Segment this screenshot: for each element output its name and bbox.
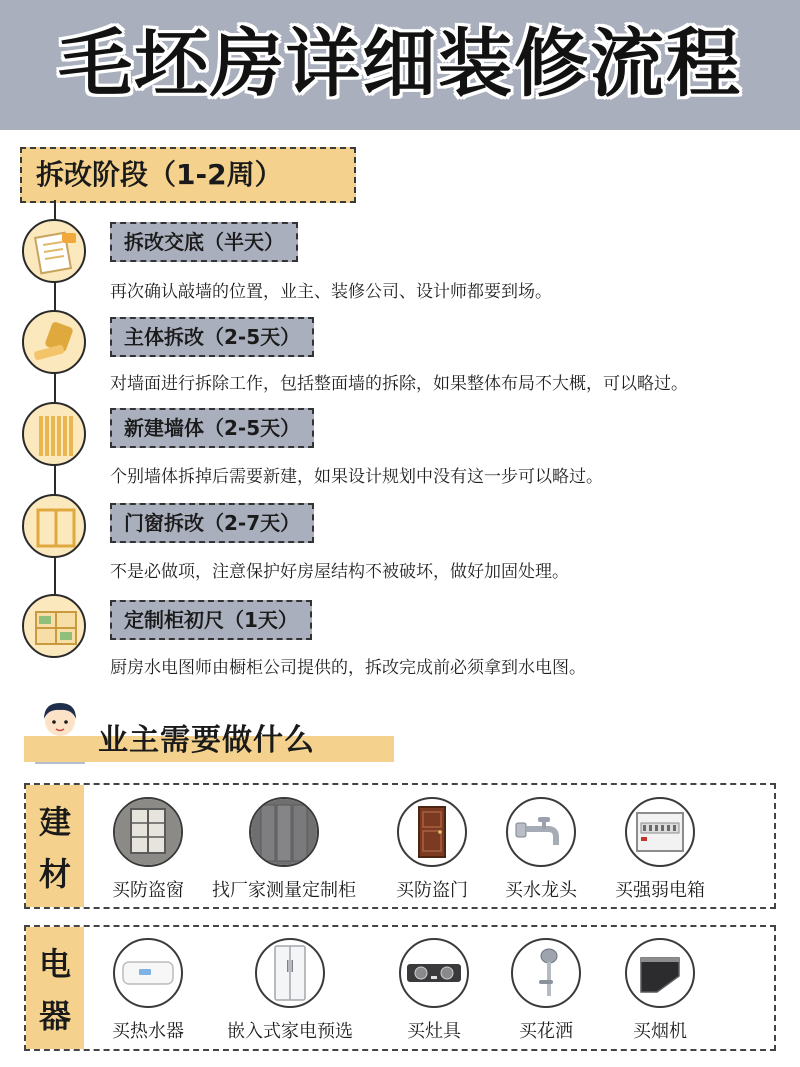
step-tag-1: 拆改交底（半天） bbox=[110, 222, 298, 262]
owner-section-title: 业主需要做什么 bbox=[98, 723, 315, 758]
item-label: 买花洒 bbox=[519, 1021, 573, 1042]
window-icon bbox=[22, 494, 86, 558]
item-label: 买灶具 bbox=[407, 1021, 461, 1042]
item-label: 嵌入式家电预选 bbox=[227, 1021, 353, 1042]
cabinet-icon bbox=[22, 594, 86, 658]
item-electric-box bbox=[575, 797, 745, 903]
item-label: 买水龙头 bbox=[505, 880, 577, 901]
group-label-char-1: 建 bbox=[38, 803, 71, 841]
stove-icon bbox=[399, 938, 469, 1008]
step-desc-5: 厨房水电图师由橱柜公司提供的，拆改完成前必须拿到水电图。 bbox=[110, 658, 586, 678]
item-label: 买热水器 bbox=[112, 1021, 184, 1042]
security-window-icon bbox=[113, 797, 183, 867]
step-desc-1: 再次确认敲墙的位置，业主、装修公司、设计师都要到场。 bbox=[110, 282, 552, 302]
group-label-char-2: 器 bbox=[38, 997, 71, 1035]
water-heater-icon bbox=[113, 938, 183, 1008]
item-label: 买防盗窗 bbox=[112, 880, 184, 901]
step-tag-2: 主体拆改（2-5天） bbox=[110, 317, 314, 357]
shower-icon bbox=[511, 938, 581, 1008]
item-custom-cabinet bbox=[199, 797, 369, 903]
document-icon bbox=[22, 219, 86, 283]
step-tag-3: 新建墙体（2-5天） bbox=[110, 408, 314, 448]
step-desc-2: 对墙面进行拆除工作，包括整面墙的拆除，如果整体布局不大概，可以略过。 bbox=[110, 374, 688, 394]
item-label: 买防盗门 bbox=[396, 880, 468, 901]
stage-title: 拆改阶段（1-2周） bbox=[36, 158, 283, 191]
step-tag-5: 定制柜初尺（1天） bbox=[110, 600, 312, 640]
wall-icon bbox=[22, 402, 86, 466]
item-label: 买强弱电箱 bbox=[615, 880, 705, 901]
header-banner bbox=[0, 0, 800, 130]
range-hood-icon bbox=[625, 938, 695, 1008]
faucet-icon bbox=[506, 797, 576, 867]
item-range-hood bbox=[575, 938, 745, 1044]
step-desc-3: 个别墙体拆掉后需要新建，如果设计规划中没有这一步可以略过。 bbox=[110, 467, 603, 487]
item-label: 找厂家测量定制柜 bbox=[212, 880, 356, 901]
group-label-char-2: 材 bbox=[38, 855, 71, 893]
wardrobe-icon bbox=[249, 797, 319, 867]
group-label-char-1: 电 bbox=[38, 945, 71, 983]
page-title: 毛坯房详细装修流程 bbox=[58, 21, 742, 107]
hammer-icon bbox=[22, 310, 86, 374]
step-desc-4: 不是必做项，注意保护好房屋结构不被破坏，做好加固处理。 bbox=[110, 562, 569, 582]
step-tag-4: 门窗拆改（2-7天） bbox=[110, 503, 314, 543]
fridge-icon bbox=[255, 938, 325, 1008]
electric-box-icon bbox=[625, 797, 695, 867]
item-label: 买烟机 bbox=[633, 1021, 687, 1042]
